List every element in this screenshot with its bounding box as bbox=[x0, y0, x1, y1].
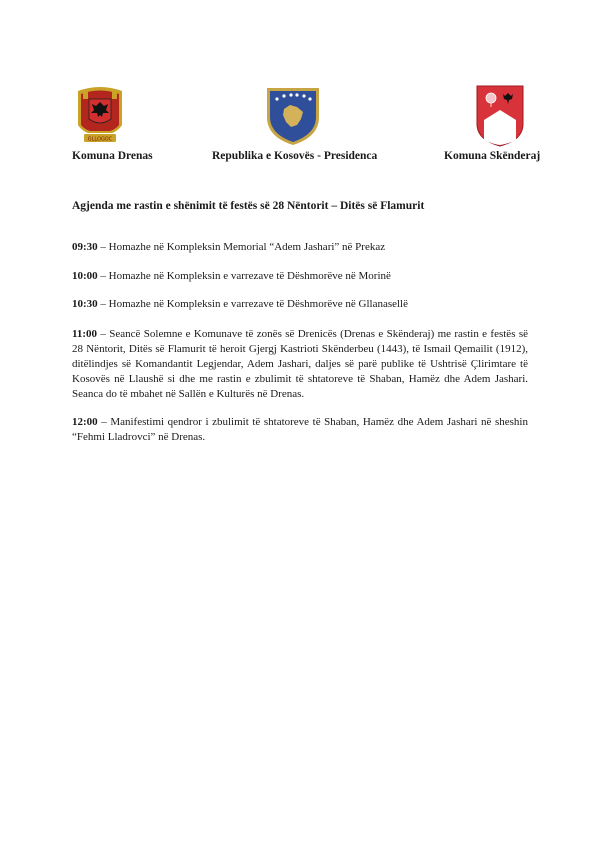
agenda-text: – Manifestimi qendror i zbulimit të shtatoreve të Shaban, Hamëz dhe Adem Jashari në sheshin “Fehmi Lladrovci” në Drenas. bbox=[72, 416, 528, 443]
agenda-time: 10:30 bbox=[72, 298, 98, 310]
agenda-title: Agjenda me rastin e shënimit të festës së 28 Nëntorit – Ditës së Flamurit bbox=[72, 200, 425, 212]
agenda-item bbox=[72, 269, 528, 284]
drenas-coat-of-arms-icon bbox=[72, 85, 128, 147]
agenda-text: – Homazhe në Kompleksin e varrezave të Dëshmorëve në Morinë bbox=[97, 270, 391, 282]
agenda-item bbox=[72, 297, 528, 312]
agenda-item bbox=[72, 415, 528, 445]
agenda-time: 11:00 bbox=[72, 328, 98, 340]
drenas-emblem-text: GLLOGOC bbox=[87, 136, 113, 143]
skenderaj-coat-of-arms-icon bbox=[474, 84, 526, 148]
agenda-text: – Homazhe në Kompleksin Memorial “Adem Jashari” në Prekaz bbox=[97, 241, 386, 253]
org-kosovo-presidency: Republika e Kosovës - Presidenca bbox=[212, 150, 378, 162]
agenda-item bbox=[72, 240, 528, 255]
agenda-text: – Seancë Solemne e Komunave të zonës së Drenicës (Drenas e Skënderaj) me rastin e festës së 28 Nëntorit, Ditës së Flamurit të heroit Gjergj Kastrioti Skënderbeu (1443), të Ismail Qemailit (1912), ditëlindjes së Komandantit Legjendar, Adem Jashari, daljes së parë publike të Ushtrisë Çlirimtare të Kosovës në Llaushë si dhe me rastin e zbulimit të shtatoreve të Shaban, Hamëz dhe Adem Jashari. Seanca do të mbahet në Sallën e Kulturës në Drenas. bbox=[72, 328, 528, 400]
agenda-time: 12:00 bbox=[72, 416, 98, 428]
agenda-time: 09:30 bbox=[72, 241, 98, 253]
org-komuna-skenderaj: Komuna Skënderaj bbox=[444, 150, 541, 162]
agenda-item bbox=[72, 327, 528, 402]
org-komuna-drenas: Komuna Drenas bbox=[72, 150, 153, 162]
kosovo-coat-of-arms-icon bbox=[264, 85, 322, 147]
agenda-time: 10:00 bbox=[72, 270, 98, 282]
agenda-text: – Homazhe në Kompleksin e varrezave të Dëshmorëve në Gllanasellë bbox=[97, 298, 408, 310]
